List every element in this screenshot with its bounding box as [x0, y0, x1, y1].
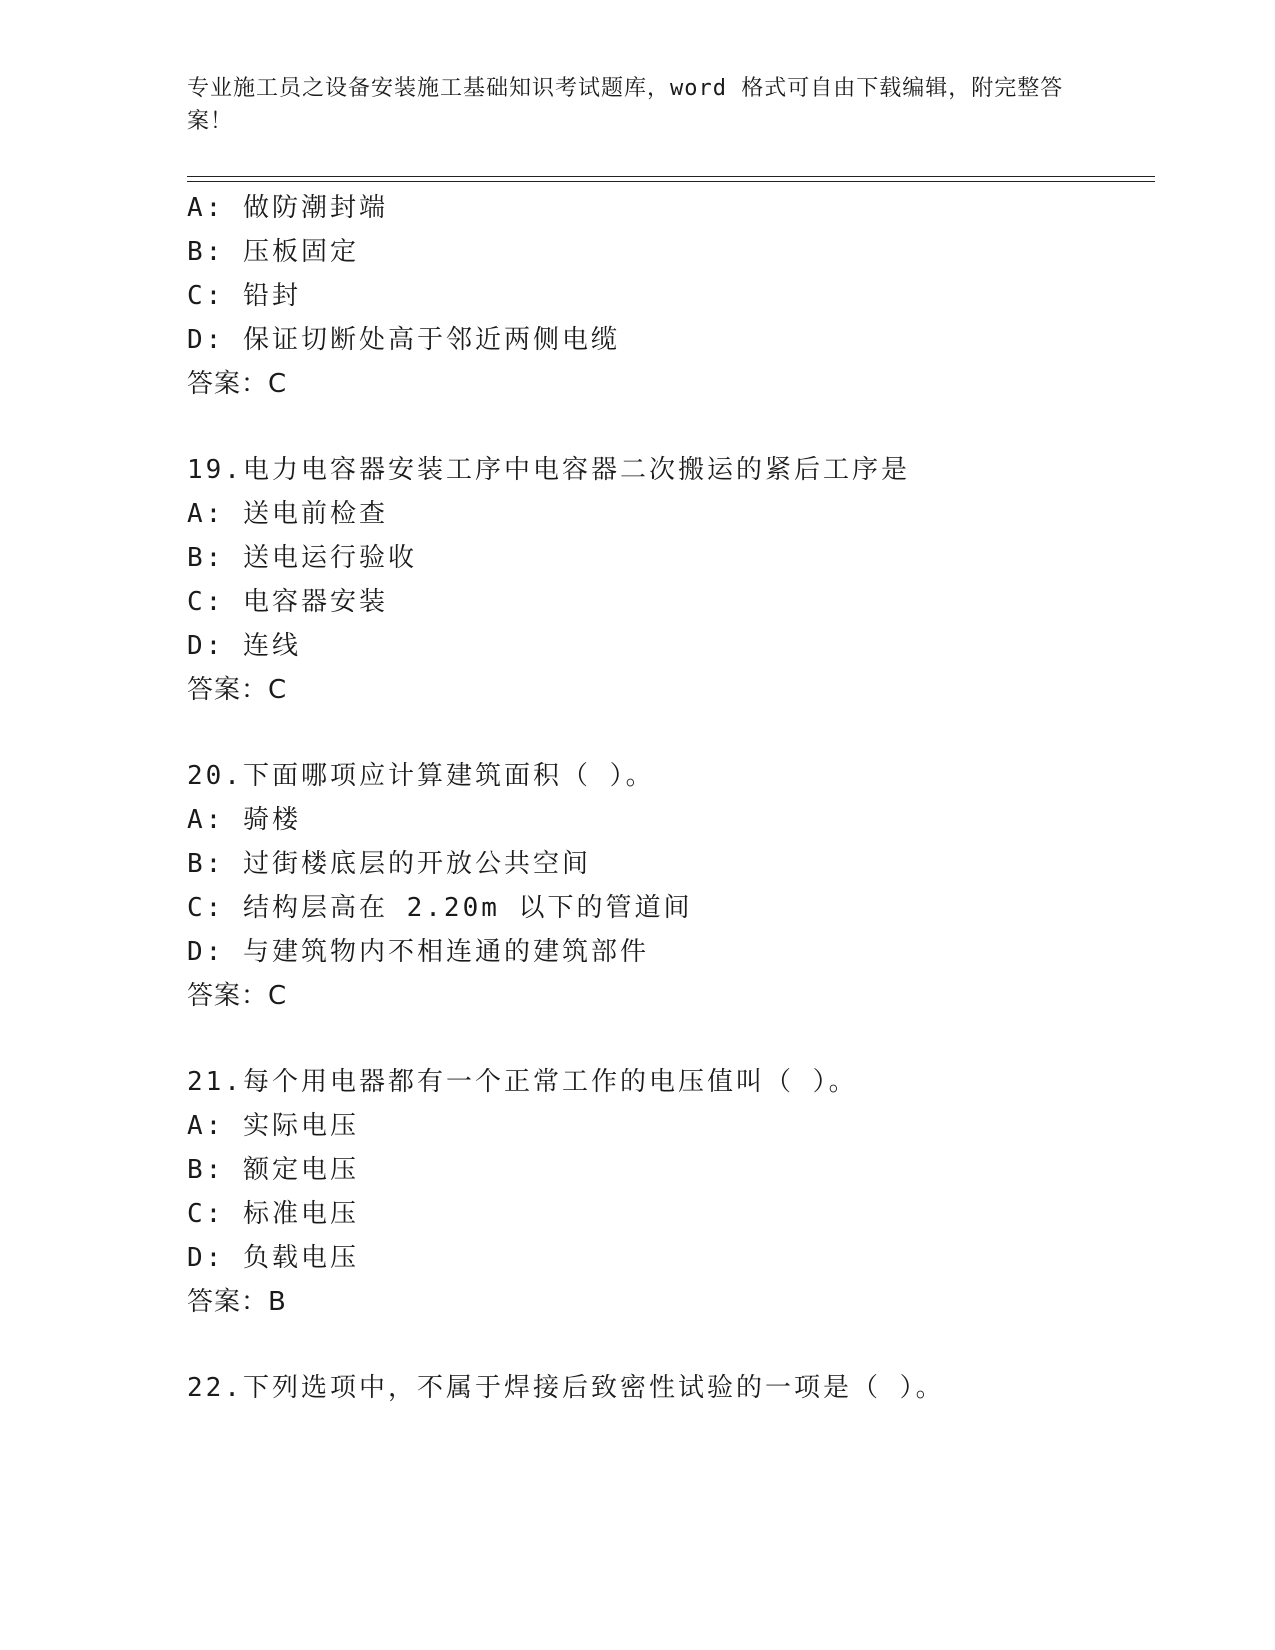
q20-answer: 答案：C — [187, 981, 288, 1011]
q21-answer: 答案：B — [187, 1287, 287, 1317]
q19-stem: 19.电力电容器安装工序中电容器二次搬运的紧后工序是 — [187, 455, 910, 485]
q18-option-a: A: 做防潮封端 — [187, 193, 388, 223]
q20-option-d: D: 与建筑物内不相连通的建筑部件 — [187, 937, 649, 967]
q19-option-b: B: 送电运行验收 — [187, 543, 417, 573]
q21-option-c: C: 标准电压 — [187, 1199, 359, 1229]
q20-option-a: A: 骑楼 — [187, 805, 301, 835]
q22-stem: 22.下列选项中，不属于焊接后致密性试验的一项是（ ）。 — [187, 1373, 945, 1403]
q21-option-b: B: 额定电压 — [187, 1155, 359, 1185]
document-header: 专业施工员之设备安装施工基础知识考试题库，word 格式可自由下载编辑，附完整答案！ — [187, 76, 1064, 134]
q18-option-b: B: 压板固定 — [187, 237, 359, 267]
header-rule-top — [187, 176, 1155, 177]
q19-answer: 答案：C — [187, 675, 288, 705]
q18-option-d: D: 保证切断处高于邻近两侧电缆 — [187, 325, 620, 355]
q18-answer: 答案：C — [187, 369, 288, 399]
q21-option-d: D: 负载电压 — [187, 1243, 359, 1273]
q20-stem: 20.下面哪项应计算建筑面积（ ）。 — [187, 761, 655, 791]
q19-option-a: A: 送电前检查 — [187, 499, 388, 529]
q18-option-c: C: 铅封 — [187, 281, 301, 311]
q21-stem: 21.每个用电器都有一个正常工作的电压值叫（ ）。 — [187, 1067, 858, 1097]
q20-option-c: C: 结构层高在 2.20m 以下的管道间 — [187, 893, 693, 923]
q21-option-a: A: 实际电压 — [187, 1111, 359, 1141]
header-rule-bottom — [187, 181, 1155, 182]
q19-option-c: C: 电容器安装 — [187, 587, 388, 617]
q19-option-d: D: 连线 — [187, 631, 301, 661]
q20-option-b: B: 过街楼底层的开放公共空间 — [187, 849, 591, 879]
